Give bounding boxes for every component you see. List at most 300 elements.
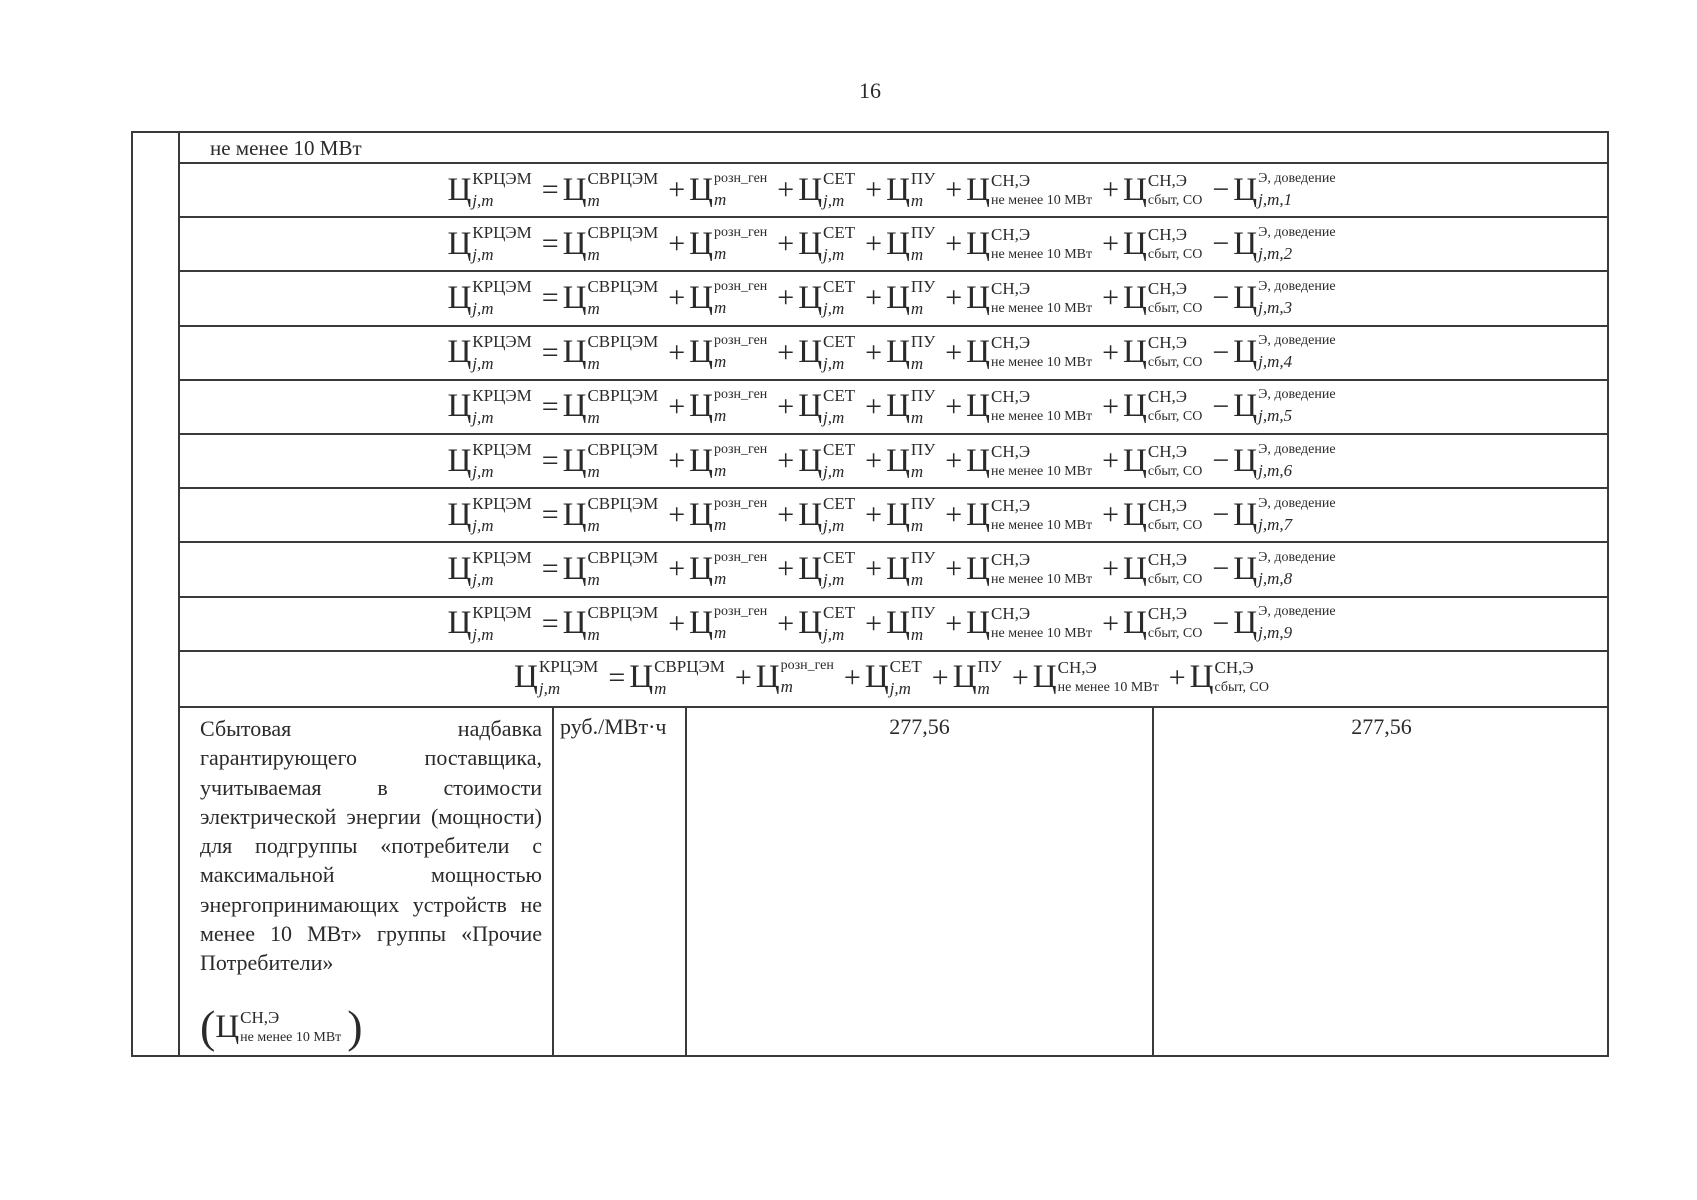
price-symbol: Ц xyxy=(447,388,472,425)
formula-row xyxy=(180,216,1609,270)
price-symbol: Ц xyxy=(1123,388,1147,425)
formula-term-t1 xyxy=(562,223,665,265)
term-sub: сбыт, СО xyxy=(1147,463,1203,479)
minus-sign: − xyxy=(1212,335,1230,369)
term-sub: m xyxy=(910,299,924,319)
term-sup: СН,Э xyxy=(991,333,1031,353)
term-sup: СН,Э xyxy=(1214,658,1254,678)
term-sup: Э, доведение xyxy=(1258,441,1336,457)
formula-row xyxy=(180,270,1609,324)
term-sup: розн_ген xyxy=(713,333,768,349)
price-symbol: Ц xyxy=(689,388,713,425)
plus-sign: + xyxy=(945,281,963,315)
plus-sign: + xyxy=(1011,660,1029,694)
formula-term-t3 xyxy=(798,602,861,644)
term-sub: m xyxy=(713,352,727,372)
price-symbol: Ц xyxy=(1032,659,1057,696)
term-sub: m xyxy=(977,678,990,698)
formula-row xyxy=(180,162,1609,216)
plus-sign: + xyxy=(668,389,686,423)
price-symbol: Ц xyxy=(966,279,991,316)
price-symbol: Ц xyxy=(1123,605,1147,642)
description-cell xyxy=(180,708,554,1057)
term-sub: j,m xyxy=(889,678,911,698)
formula-term-t5 xyxy=(1032,658,1165,696)
plus-sign: + xyxy=(1102,227,1120,261)
term-sup: КРЦЭМ xyxy=(472,602,532,622)
formula-term-t4 xyxy=(886,602,941,644)
formula-term-t5 xyxy=(966,387,1098,425)
term-sub: m xyxy=(587,624,600,644)
formula-term-t6 xyxy=(1123,170,1208,208)
formula-term-doveden xyxy=(1233,549,1341,588)
price-symbol: Ц xyxy=(1233,550,1258,587)
price-symbol: Ц xyxy=(886,279,910,316)
price-symbol: Ц xyxy=(447,550,472,587)
term-sup: СН,Э xyxy=(1147,495,1187,515)
term-sup: СН,Э xyxy=(991,170,1031,190)
formula-term-t5 xyxy=(966,278,1098,316)
price-symbol: Ц xyxy=(1123,442,1147,479)
formula-term-t4 xyxy=(886,223,941,265)
price-formula xyxy=(447,494,1341,536)
equals-sign: = xyxy=(541,552,559,586)
equals-sign: = xyxy=(608,660,626,694)
term-sup: ПУ xyxy=(910,440,936,459)
formula-term-t1 xyxy=(562,440,665,481)
term-sub: j,m,2 xyxy=(1258,243,1293,263)
term-sup: СВРЦЭМ xyxy=(587,440,659,459)
minus-sign: − xyxy=(1212,498,1230,532)
price-symbol: Ц xyxy=(447,279,472,316)
plus-sign: + xyxy=(865,498,883,532)
price-symbol: Ц xyxy=(562,171,587,208)
term-sup: СВРЦЭМ xyxy=(587,494,659,514)
plus-sign: + xyxy=(668,335,686,369)
term-sub: j,m xyxy=(472,191,494,210)
formula-row xyxy=(180,325,1609,379)
term-sup: розн_ген xyxy=(713,441,768,457)
formula-term-t4 xyxy=(886,277,941,319)
term-sup: СЕТ xyxy=(823,385,856,405)
term-sup: розн_ген xyxy=(713,387,768,403)
price-symbol: Ц xyxy=(886,605,910,642)
term-sub: j,m xyxy=(472,570,494,590)
formula-term-t2 xyxy=(689,495,773,534)
term-sub: m xyxy=(910,462,924,481)
price-symbol: Ц xyxy=(562,605,587,642)
formula-term-t4 xyxy=(886,385,941,427)
term-sub: j,m,4 xyxy=(1258,352,1293,372)
price-symbol: Ц xyxy=(1123,171,1147,208)
lhs-term xyxy=(514,656,604,698)
price-formula xyxy=(447,331,1341,373)
price-symbol: Ц xyxy=(1123,279,1147,316)
plus-sign: + xyxy=(865,335,883,369)
term-sub: сбыт, СО xyxy=(1147,355,1203,371)
term-sup: КРЦЭМ xyxy=(472,440,532,459)
minus-sign: − xyxy=(1212,227,1230,261)
term-sup: СВРЦЭМ xyxy=(587,385,659,405)
term-sup: СН,Э xyxy=(1147,170,1187,190)
plus-sign: + xyxy=(777,281,795,315)
plus-sign: + xyxy=(865,389,883,423)
term-sup: СН,Э xyxy=(1147,549,1187,569)
price-symbol: Ц xyxy=(1233,171,1258,208)
term-sup: СН,Э xyxy=(1147,224,1187,244)
plus-sign: + xyxy=(777,335,795,369)
formula-term-t4 xyxy=(886,169,941,210)
term-sup: Э, доведение xyxy=(1258,170,1336,186)
price-symbol: Ц xyxy=(689,171,713,208)
formula-term-t3 xyxy=(798,277,861,319)
term-sub: m xyxy=(910,407,924,427)
term-sub: сбыт, СО xyxy=(1147,300,1203,316)
formula-term-doveden xyxy=(1233,224,1341,263)
price-symbol: Ц xyxy=(966,225,991,262)
plus-sign: + xyxy=(668,606,686,640)
plus-sign: + xyxy=(777,173,795,206)
term-sub: m xyxy=(587,191,600,210)
plus-sign: + xyxy=(668,552,686,586)
price-symbol: Ц xyxy=(689,550,713,587)
price-symbol: Ц xyxy=(798,225,823,262)
lhs-term xyxy=(447,440,537,481)
price-symbol: Ц xyxy=(755,659,780,696)
term-sup: СВРЦЭМ xyxy=(587,548,659,568)
lhs-term xyxy=(447,169,537,210)
term-sub: j,m xyxy=(472,353,494,373)
price-formula xyxy=(514,656,1275,698)
price-formula xyxy=(447,385,1341,427)
plus-sign: + xyxy=(865,552,883,586)
formula-term-t6 xyxy=(1123,224,1208,262)
formula-row xyxy=(180,541,1609,595)
term-sub: j,m,3 xyxy=(1258,297,1293,317)
plus-sign: + xyxy=(945,389,963,423)
price-formula xyxy=(447,169,1341,210)
price-symbol: Ц xyxy=(447,334,472,371)
plus-sign: + xyxy=(777,606,795,640)
formula-term-t5 xyxy=(966,333,1098,371)
plus-sign: + xyxy=(865,227,883,261)
formula-term-t1 xyxy=(562,169,665,210)
term-sup: розн_ген xyxy=(780,658,834,674)
formula-term-t6 xyxy=(1123,495,1208,533)
formula-term-t2 xyxy=(689,604,773,643)
term-sup: СВРЦЭМ xyxy=(654,656,725,676)
plus-sign: + xyxy=(1102,281,1120,315)
formula-term-t1 xyxy=(562,494,665,536)
term-sub: j,m,8 xyxy=(1258,568,1293,588)
price-symbol: Ц xyxy=(886,334,910,371)
term-sub: j,m xyxy=(823,191,845,210)
term-sup: СН,Э xyxy=(1147,387,1187,407)
paren-close: ) xyxy=(347,1001,363,1052)
term-sup: СЕТ xyxy=(823,440,856,459)
term-sup: КРЦЭМ xyxy=(472,277,532,297)
term-sup: розн_ген xyxy=(713,170,768,186)
term-sup: СН,Э xyxy=(991,549,1031,569)
value-1: 277,56 xyxy=(889,714,950,739)
formula-term-t2 xyxy=(689,441,773,480)
formula-term-t1 xyxy=(562,602,665,644)
term-sup: СВРЦЭМ xyxy=(587,223,659,243)
header-continuation: не менее 10 МВт xyxy=(210,136,362,160)
term-sup: Э, доведение xyxy=(1258,333,1336,349)
equals-sign: = xyxy=(541,606,559,640)
plus-sign: + xyxy=(734,660,752,694)
formula-row xyxy=(180,379,1609,433)
term-sub: m xyxy=(910,191,924,210)
price-symbol: Ц xyxy=(886,442,910,479)
price-symbol: Ц xyxy=(447,225,472,262)
price-symbol: Ц xyxy=(689,442,713,479)
formula-row xyxy=(180,650,1609,704)
term-sup: СВРЦЭМ xyxy=(587,277,659,297)
term-sub: m xyxy=(713,243,727,263)
term-sub: сбыт, СО xyxy=(1147,626,1203,642)
term-sup: розн_ген xyxy=(713,604,768,620)
lhs-term xyxy=(447,331,537,373)
term-sub: j,m xyxy=(823,245,845,265)
formula-term-t3 xyxy=(798,331,861,373)
formula-term-t6 xyxy=(1123,387,1208,425)
term-sub: не менее 10 МВт xyxy=(991,246,1093,262)
term-sup: Э, доведение xyxy=(1258,604,1336,620)
term-sup: Э, доведение xyxy=(1258,495,1336,511)
price-symbol: Ц xyxy=(886,171,910,208)
price-formula xyxy=(447,223,1341,265)
term-sub: j,m xyxy=(823,516,845,536)
formula-term-t3 xyxy=(798,440,861,481)
term-sub: m xyxy=(713,189,727,209)
term-sup: ПУ xyxy=(910,331,936,351)
price-formula xyxy=(447,277,1341,319)
formula-term-t4 xyxy=(886,331,941,373)
price-symbol: Ц xyxy=(562,225,587,262)
equals-sign: = xyxy=(541,173,559,206)
price-symbol: Ц xyxy=(886,550,910,587)
price-symbol: Ц xyxy=(562,334,587,371)
term-sub: m xyxy=(587,245,600,265)
formula-term-t1 xyxy=(562,331,665,373)
price-symbol: Ц xyxy=(447,496,472,533)
price-symbol: Ц xyxy=(886,388,910,425)
term-sub: m xyxy=(910,353,924,373)
term-sup: розн_ген xyxy=(713,495,768,511)
plus-sign: + xyxy=(945,552,963,586)
formula-row xyxy=(180,433,1609,487)
term-sup: КРЦЭМ xyxy=(472,169,532,188)
price-symbol: Ц xyxy=(798,442,823,479)
plus-sign: + xyxy=(865,444,883,477)
formula-term-t5 xyxy=(966,549,1098,587)
price-symbol: Ц xyxy=(562,496,587,533)
price-formula xyxy=(447,602,1341,644)
term-sup: ПУ xyxy=(977,656,1002,676)
formula-term-t5 xyxy=(966,441,1098,479)
term-sup: розн_ген xyxy=(713,224,768,240)
equals-sign: = xyxy=(541,444,559,477)
term-sup: СВРЦЭМ xyxy=(587,169,659,188)
price-symbol: Ц xyxy=(629,659,654,696)
price-symbol: Ц xyxy=(864,659,889,696)
term-sub: j,m xyxy=(472,462,494,481)
price-symbol: Ц xyxy=(689,605,713,642)
term-sub: j,m xyxy=(823,570,845,590)
term-sub: m xyxy=(587,299,600,319)
term-sub: m xyxy=(713,514,727,534)
term-sup: ПУ xyxy=(910,548,936,568)
price-formula xyxy=(447,548,1341,590)
formula-term-doveden xyxy=(1233,170,1341,209)
term-sub: m xyxy=(910,516,924,536)
term-sup: СН,Э xyxy=(991,604,1031,624)
formula-term-t3 xyxy=(798,548,861,590)
minus-sign: − xyxy=(1212,173,1230,206)
plus-sign: + xyxy=(668,281,686,315)
term-sup: СН,Э xyxy=(1057,658,1097,678)
desc-formula-sup: СН,Э xyxy=(240,1007,280,1027)
term-sub: m xyxy=(713,460,727,480)
desc-formula-sub: не менее 10 МВт xyxy=(240,1029,342,1045)
equals-sign: = xyxy=(541,227,559,261)
term-sub: m xyxy=(780,677,793,697)
price-symbol: Ц xyxy=(514,659,538,696)
plus-sign: + xyxy=(945,227,963,261)
formula-term-doveden xyxy=(1233,387,1341,426)
term-sup: ПУ xyxy=(910,169,936,188)
formula-term-t2 xyxy=(689,170,773,209)
plus-sign: + xyxy=(668,173,686,206)
price-symbol: Ц xyxy=(798,171,823,208)
term-sub: m xyxy=(910,245,924,265)
term-sub: j,m xyxy=(472,624,494,644)
term-sub: j,m,9 xyxy=(1258,623,1293,643)
term-sup: Э, доведение xyxy=(1258,549,1336,565)
price-symbol: Ц xyxy=(1123,550,1147,587)
price-symbol: Ц xyxy=(562,279,587,316)
term-sub: m xyxy=(713,568,727,588)
formula-term-t2 xyxy=(689,333,773,372)
formula-row xyxy=(180,487,1609,541)
term-sup: СН,Э xyxy=(991,495,1031,515)
price-symbol: Ц xyxy=(447,171,472,208)
plus-sign: + xyxy=(1102,552,1120,586)
formula-term-doveden xyxy=(1233,604,1341,643)
formula-term-t3 xyxy=(798,223,861,265)
price-symbol: Ц xyxy=(966,334,991,371)
term-sup: ПУ xyxy=(910,602,936,622)
term-sub: m xyxy=(910,570,924,590)
formula-term-t4 xyxy=(886,494,941,536)
lhs-term xyxy=(447,494,537,536)
formula-term-t3 xyxy=(798,385,861,427)
plus-sign: + xyxy=(945,498,963,532)
formula-term-t1 xyxy=(562,277,665,319)
term-sub: сбыт, СО xyxy=(1147,571,1203,587)
minus-sign: − xyxy=(1212,444,1230,477)
term-sub: сбыт, СО xyxy=(1147,517,1203,533)
lhs-term xyxy=(447,277,537,319)
minus-sign: − xyxy=(1212,606,1230,640)
term-sub: не менее 10 МВт xyxy=(991,463,1093,479)
plus-sign: + xyxy=(777,389,795,423)
term-sup: розн_ген xyxy=(713,278,768,294)
term-sub: сбыт, СО xyxy=(1147,192,1203,208)
term-sub: не менее 10 МВт xyxy=(991,517,1093,533)
term-sub: j,m,5 xyxy=(1258,406,1293,426)
term-sup: СЕТ xyxy=(823,169,856,188)
price-symbol: Ц xyxy=(562,388,587,425)
term-sub: m xyxy=(587,407,600,427)
formula-term-doveden xyxy=(1233,441,1341,480)
term-sup: КРЦЭМ xyxy=(472,223,532,243)
term-sup: СЕТ xyxy=(889,656,922,676)
term-sub: j,m xyxy=(823,624,845,644)
minus-sign: − xyxy=(1212,552,1230,586)
plus-sign: + xyxy=(777,498,795,532)
equals-sign: = xyxy=(541,281,559,315)
term-sub: не менее 10 МВт xyxy=(991,355,1093,371)
plus-sign: + xyxy=(1102,389,1120,423)
term-sup: ПУ xyxy=(910,494,936,514)
page-number: 16 xyxy=(859,78,881,103)
price-symbol: Ц xyxy=(1123,496,1147,533)
price-symbol: Ц xyxy=(1233,388,1258,425)
price-symbol: Ц xyxy=(966,496,991,533)
term-sup: Э, доведение xyxy=(1258,387,1336,403)
value-cell-1 xyxy=(687,708,1154,1057)
lhs-term xyxy=(447,548,537,590)
term-sup: КРЦЭМ xyxy=(538,656,599,676)
price-symbol: Ц xyxy=(886,496,910,533)
term-sub: j,m xyxy=(538,678,561,698)
price-symbol: Ц xyxy=(952,659,977,696)
formula-term-t1 xyxy=(562,385,665,427)
unit-text: руб./МВт·ч xyxy=(560,714,667,739)
price-symbol: Ц xyxy=(966,171,991,208)
term-sup: СЕТ xyxy=(823,494,856,514)
term-sub: m xyxy=(587,353,600,373)
price-symbol: Ц xyxy=(966,605,991,642)
plus-sign: + xyxy=(668,444,686,477)
term-sub: j,m xyxy=(472,245,494,265)
minus-sign: − xyxy=(1212,281,1230,315)
term-sup: розн_ген xyxy=(713,549,768,565)
equals-sign: = xyxy=(541,498,559,532)
term-sup: СВРЦЭМ xyxy=(587,331,659,351)
formula-term-t1 xyxy=(629,656,731,698)
price-symbol: Ц xyxy=(1123,334,1147,371)
formula-row xyxy=(180,596,1609,650)
formula-term-t5 xyxy=(966,224,1098,262)
term-sub: j,m xyxy=(472,407,494,427)
term-sup: Э, доведение xyxy=(1258,278,1336,294)
formula-term-t5 xyxy=(966,604,1098,642)
formula-term-doveden xyxy=(1233,278,1341,317)
minus-sign: − xyxy=(1212,389,1230,423)
formula-term-t2 xyxy=(689,387,773,426)
term-sub: j,m xyxy=(823,462,845,481)
term-sub: m xyxy=(910,624,924,644)
price-symbol: Ц xyxy=(966,442,991,479)
price-symbol: Ц xyxy=(798,388,823,425)
plus-sign: + xyxy=(1102,498,1120,532)
term-sub: j,m xyxy=(823,353,845,373)
term-sup: КРЦЭМ xyxy=(472,385,532,405)
